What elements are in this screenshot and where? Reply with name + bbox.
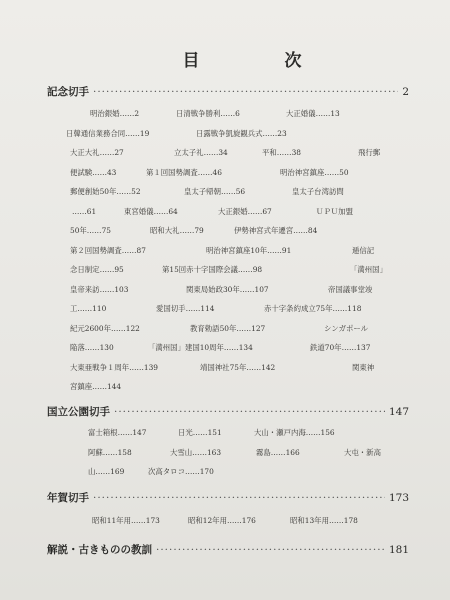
toc-entry: 立太子礼……34 <box>174 148 228 157</box>
toc-entry: 愛国切手……114 <box>156 304 215 313</box>
section-title: 解説・古きものの教訓 <box>47 544 152 556</box>
toc-entry: 50年……75 <box>70 226 111 235</box>
entry-line <box>58 443 403 463</box>
entry-line <box>58 104 403 124</box>
toc-entry: 紀元2600年……122 <box>70 323 140 333</box>
toc-entry: 明治銀婚……2 <box>90 109 140 118</box>
toc-entry: 飛行郵 <box>358 148 381 157</box>
entry-line <box>58 319 403 339</box>
toc-entry: 日露戦争凱旋観兵式……23 <box>196 128 287 138</box>
toc-entry: 第１回国勢調査……46 <box>146 167 222 177</box>
entry-line <box>58 124 403 144</box>
entry-line <box>58 423 403 443</box>
entry-line <box>58 202 403 222</box>
toc-entry: 赤十字条約成立75年……118 <box>264 304 362 313</box>
toc-entry: 山……169 <box>88 467 125 476</box>
toc-entry: 昭和13年用……178 <box>290 516 358 525</box>
toc-entry: 日韓通信業務合同……19 <box>66 128 150 138</box>
toc-entry: 第２回国勢調査……87 <box>70 245 146 255</box>
section-heading-new-year <box>47 490 409 505</box>
toc-entry: 大正銀婚……67 <box>218 206 272 216</box>
section-title: 年賀切手 <box>47 492 89 504</box>
toc-entry: 「満州国」 <box>350 265 387 274</box>
toc-entry: シンガポール <box>324 323 369 333</box>
entry-line <box>58 163 403 183</box>
toc-entry: 明治神宮鎮座10年……91 <box>206 245 292 255</box>
toc-entry: 霧島……166 <box>256 447 300 457</box>
leader-dots <box>93 492 385 504</box>
toc-entry: 大屯・新高 <box>344 447 381 457</box>
toc-entry: 大東亜戦争１周年……139 <box>70 362 159 372</box>
section-entries-commemorative <box>58 104 403 397</box>
toc-entry: 日光……151 <box>178 428 222 437</box>
toc-entry: 関東局始政30年……107 <box>186 284 269 294</box>
leader-dots <box>156 544 385 556</box>
toc-entry: 大正婚儀……13 <box>286 109 340 118</box>
toc-entry: 富士箱根……147 <box>88 428 147 437</box>
entry-line <box>58 143 403 163</box>
entry-line <box>58 299 403 319</box>
section-entries-new-year <box>58 511 403 531</box>
entry-line <box>58 280 403 300</box>
section-heading-commemorative <box>47 84 409 99</box>
toc-entry: 昭和11年用……173 <box>92 516 160 525</box>
toc-entry: 皇帝来訪……103 <box>70 284 129 294</box>
toc-entry: 平和……38 <box>262 148 301 157</box>
entry-line <box>58 182 403 202</box>
section-heading-commentary <box>47 542 409 557</box>
toc-entry: 昭和大礼……79 <box>150 226 204 235</box>
entry-line <box>58 377 403 397</box>
entry-line <box>58 338 403 358</box>
section-page-number: 147 <box>388 406 409 418</box>
toc-entry: 「満州国」建国10周年……134 <box>148 343 253 352</box>
toc-entry: 昭和12年用……176 <box>188 516 256 525</box>
toc-entry: 工……110 <box>70 304 107 313</box>
toc-entry: 東宮婚儀……64 <box>124 206 178 216</box>
toc-entry: 鉄道70年……137 <box>310 343 371 352</box>
toc-entry: 靖国神社75年……142 <box>200 362 276 372</box>
entry-line <box>58 241 403 261</box>
toc-entry: 伊勢神宮式年遷宮……84 <box>234 226 318 235</box>
toc-entry: 皇太子帰朝……56 <box>184 187 246 196</box>
toc-entry: 逓信記 <box>352 245 375 255</box>
toc-entry: 宮鎮座……144 <box>70 382 122 391</box>
leader-dots <box>114 406 385 418</box>
section-page-number: 173 <box>388 492 409 504</box>
section-title: 記念切手 <box>47 86 89 98</box>
toc-entry: 大雪山……163 <box>170 447 222 457</box>
toc-entry: 次高タロコ……170 <box>148 467 214 476</box>
section-heading-national-parks <box>47 404 409 419</box>
toc-entry: 便試験……43 <box>70 167 117 177</box>
toc-entry: 教育勅語50年……127 <box>190 323 266 333</box>
toc-entry: ＵＰＵ加盟 <box>316 206 353 216</box>
entry-line <box>58 260 403 280</box>
leader-dots <box>93 86 398 98</box>
entry-line <box>58 221 403 241</box>
section-entries-national-parks <box>58 423 403 482</box>
toc-entry: ……61 <box>72 206 97 216</box>
toc-entry: 日清戦争勝利……6 <box>176 109 240 118</box>
page-title: 目 次 <box>182 51 336 71</box>
toc-entry: 帝国議事堂竣 <box>328 284 373 294</box>
toc-entry: 第15回赤十字国際会議……98 <box>162 265 263 274</box>
toc-entry: 皇太子台湾訪問 <box>292 187 344 196</box>
toc-entry: 陥落……130 <box>70 343 114 352</box>
entry-line <box>58 462 403 482</box>
toc-entry: 郵便創始50年……52 <box>70 187 141 196</box>
toc-entry: 大山・瀬戸内海……156 <box>254 428 335 437</box>
entry-line <box>58 358 403 378</box>
toc-entry: 関東神 <box>352 362 375 372</box>
toc-entry: 阿蘇……158 <box>88 447 132 457</box>
toc-entry: 念日制定……95 <box>70 265 124 274</box>
section-title: 国立公園切手 <box>47 406 110 418</box>
section-page-number: 2 <box>402 86 409 98</box>
section-page-number: 181 <box>388 544 409 556</box>
toc-entry: 大正大礼……27 <box>70 148 124 157</box>
entry-line <box>58 511 403 531</box>
toc-entry: 明治神宮鎮座……50 <box>280 167 349 177</box>
